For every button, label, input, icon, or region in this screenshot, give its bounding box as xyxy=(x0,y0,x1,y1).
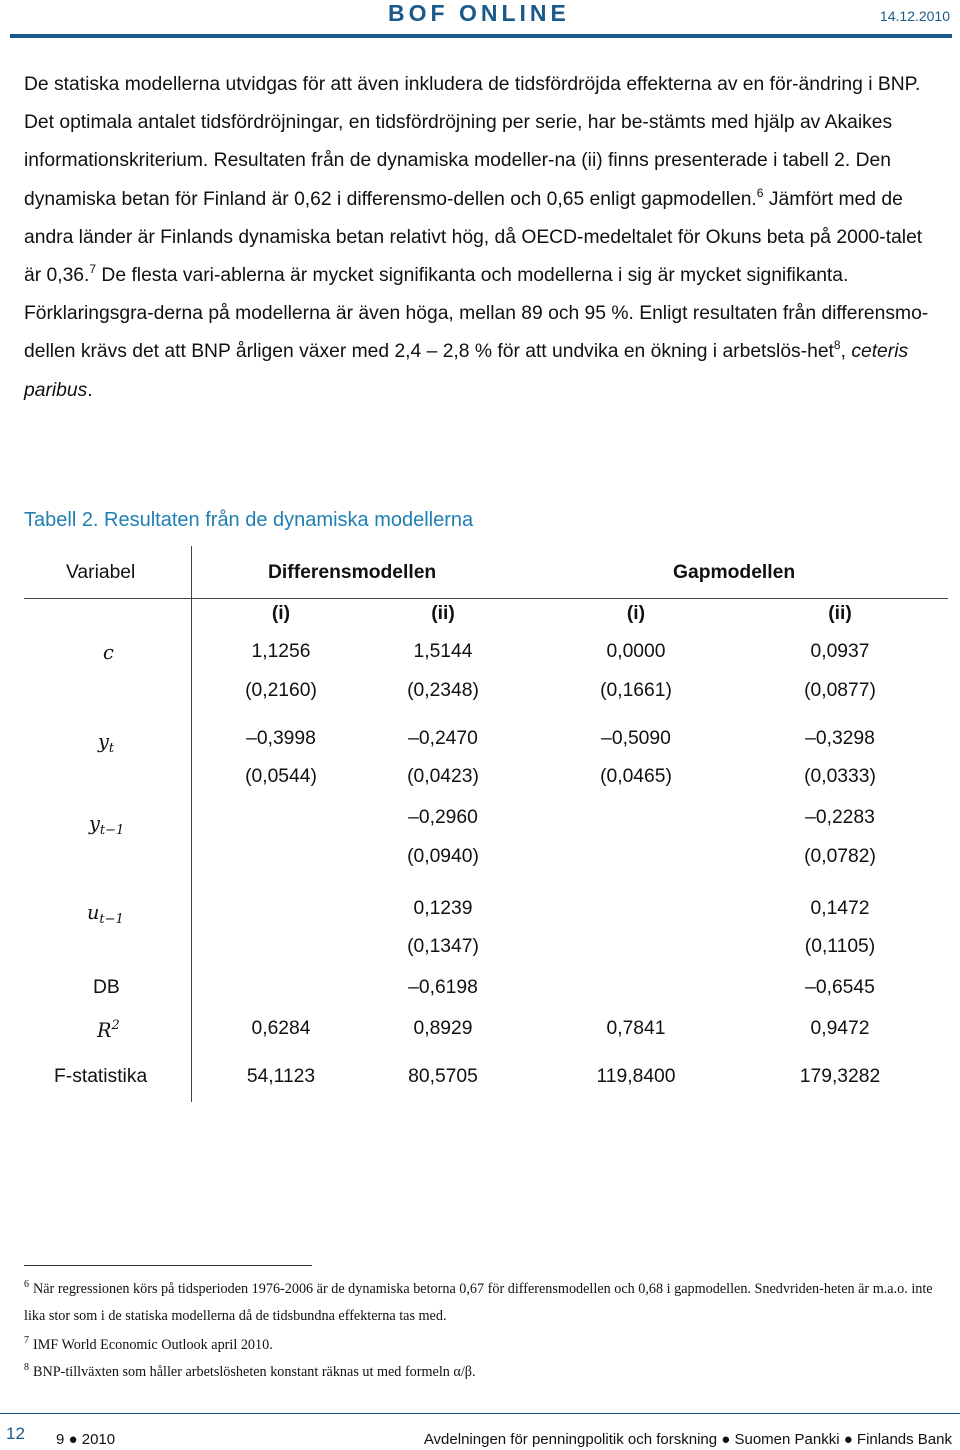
cell-yt-gap-ii-se: (0,0333) xyxy=(804,766,876,787)
cell-c-gap-i-se: (0,1661) xyxy=(600,680,672,701)
subheader-diff-i: (i) xyxy=(271,603,291,624)
table-caption: Tabell 2. Resultaten från de dynamiska modellerna xyxy=(24,509,474,531)
column-group-differensmodellen: Differensmodellen xyxy=(268,562,437,583)
publication-date: 14.12.2010 xyxy=(879,8,950,24)
body-text-5: . xyxy=(87,379,93,401)
cell-yt-diff-ii-se: (0,0423) xyxy=(407,766,479,787)
cell-db-gap-ii: –0,6545 xyxy=(805,977,875,998)
cell-ut1-gap-ii: 0,1472 xyxy=(810,898,870,919)
body-text-2: Jämfört med de andra länder är Finlands dynamiska betan relativt hög, då OECD-medeltalet för Okuns beta på 2000-talet är 0,36. xyxy=(24,188,923,287)
table-vertical-rule xyxy=(191,546,192,1102)
cell-yt-diff-ii: –0,2470 xyxy=(408,728,478,749)
footnote-6: $^6$ När regressionen körs på tidsperioden 1976-2006 är de dynamiska betorna 0,67 för differensmodellen och 0,68 i gapmodellen. Snedvriden-heten är m.a.o. inte lika stor som i de statiska modellerna då de tidsbundna effekterna tas med. xyxy=(24,1279,933,1324)
cell-r2-gap-ii: 0,9472 xyxy=(810,1018,870,1039)
column-group-gapmodellen: Gapmodellen xyxy=(673,562,796,583)
body-text-4: , xyxy=(840,341,852,363)
department-line: Avdelningen för penningpolitik och forskning ● Suomen Pankki ● Finlands Bank xyxy=(423,1431,952,1448)
row-label-y-t-minus-1: $y_{t-1}$ xyxy=(89,812,125,838)
cell-f-gap-ii: 179,3282 xyxy=(799,1066,881,1087)
cell-f-diff-ii: 80,5705 xyxy=(408,1066,478,1087)
cell-yt1-diff-ii: –0,2960 xyxy=(408,807,478,828)
footnote-ref-6[interactable]: 6 xyxy=(756,185,764,200)
footnote-7: $^7$ IMF World Economic Outlook april 2010. xyxy=(24,1335,273,1353)
row-label-u-t-minus-1: $u_{t-1}$ xyxy=(87,901,124,927)
footer-rule xyxy=(0,1413,960,1414)
cell-c-gap-ii: 0,0937 xyxy=(810,641,870,662)
cell-yt-gap-i-se: (0,0465) xyxy=(600,766,672,787)
cell-c-gap-ii-se: (0,0877) xyxy=(804,680,876,701)
subheader-gap-ii: (ii) xyxy=(828,603,852,624)
cell-c-diff-ii-se: (0,2348) xyxy=(407,680,479,701)
body-text-3: De flesta vari-ablerna är mycket signifikanta och modellerna i sig är mycket signifikanta. Förklaringsgra-derna på modellerna är även höga, mellan 89 och 95 %. Enligt resultaten från differensmo-dellen krävs det att BNP årligen växer med 2,4 – 2,8 % för att undvika en ökning i arbetslös-het xyxy=(24,265,929,363)
table-header-rule xyxy=(24,598,948,599)
row-label-y-t: $y_t$ xyxy=(98,730,115,756)
footnote-rule xyxy=(24,1265,312,1266)
publication-title: BOF ONLINE xyxy=(388,0,570,26)
cell-f-diff-i: 54,1123 xyxy=(246,1066,316,1087)
cell-c-diff-i-se: (0,2160) xyxy=(245,680,317,701)
subheader-diff-ii: (ii) xyxy=(431,603,455,624)
cell-yt1-gap-ii: –0,2283 xyxy=(805,807,875,828)
cell-r2-diff-ii: 0,8929 xyxy=(413,1018,473,1039)
cell-yt-diff-i-se: (0,0544) xyxy=(245,766,317,787)
cell-c-gap-i: 0,0000 xyxy=(606,641,666,662)
cell-f-gap-i: 119,8400 xyxy=(596,1066,676,1087)
cell-c-diff-ii: 1,5144 xyxy=(413,641,473,662)
row-label-db: DB xyxy=(93,977,120,998)
cell-ut1-diff-ii-se: (0,1347) xyxy=(407,936,479,957)
footnote-8: $^8$ BNP-tillväxten som håller arbetslösheten konstant räknas ut med formeln α/β. xyxy=(24,1362,476,1380)
row-label-c: c xyxy=(103,641,114,664)
subheader-gap-i: (i) xyxy=(626,603,646,624)
cell-r2-diff-i: 0,6284 xyxy=(251,1018,311,1039)
cell-yt1-gap-ii-se: (0,0782) xyxy=(804,846,876,867)
cell-yt-diff-i: –0,3998 xyxy=(246,728,316,749)
footnote-ref-8[interactable]: 8 xyxy=(833,338,841,353)
row-label-r-squared: $R^2$ xyxy=(97,1018,120,1042)
page-number: 12 xyxy=(0,1418,36,1450)
cell-ut1-diff-ii: 0,1239 xyxy=(413,898,473,919)
issue-number: 9 ● 2010 xyxy=(56,1431,116,1448)
row-label-f-statistika: F-statistika xyxy=(54,1066,148,1087)
body-text-1: De statiska modellerna utvidgas för att även inkludera de tidsfördröjda effekterna av en för-ändring i BNP. Det optimala antalet tidsfördröjningar, en tidsfördröjning per serie, har be-stämts med hjälp av Akaikes informationskriterium. Resultaten från de dynamiska modeller-na (ii) finns presenterade i tabell 2. Den dynamiska betan för Finland är 0,62 i differensmo-dellen och 0,65 enligt gapmodellen. xyxy=(24,74,921,210)
cell-r2-gap-i: 0,7841 xyxy=(606,1018,666,1039)
cell-c-diff-i: 1,1256 xyxy=(251,641,311,662)
cell-yt-gap-i: –0,5090 xyxy=(601,728,671,749)
cell-ut1-gap-ii-se: (0,1105) xyxy=(804,936,876,957)
cell-yt-gap-ii: –0,3298 xyxy=(805,728,875,749)
column-header-variabel: Variabel xyxy=(66,562,136,583)
footnote-ref-7[interactable]: 7 xyxy=(89,262,97,277)
cell-yt1-diff-ii-se: (0,0940) xyxy=(407,846,479,867)
body-text-italic: ceteris paribus xyxy=(24,341,909,401)
cell-db-diff-ii: –0,6198 xyxy=(408,977,478,998)
